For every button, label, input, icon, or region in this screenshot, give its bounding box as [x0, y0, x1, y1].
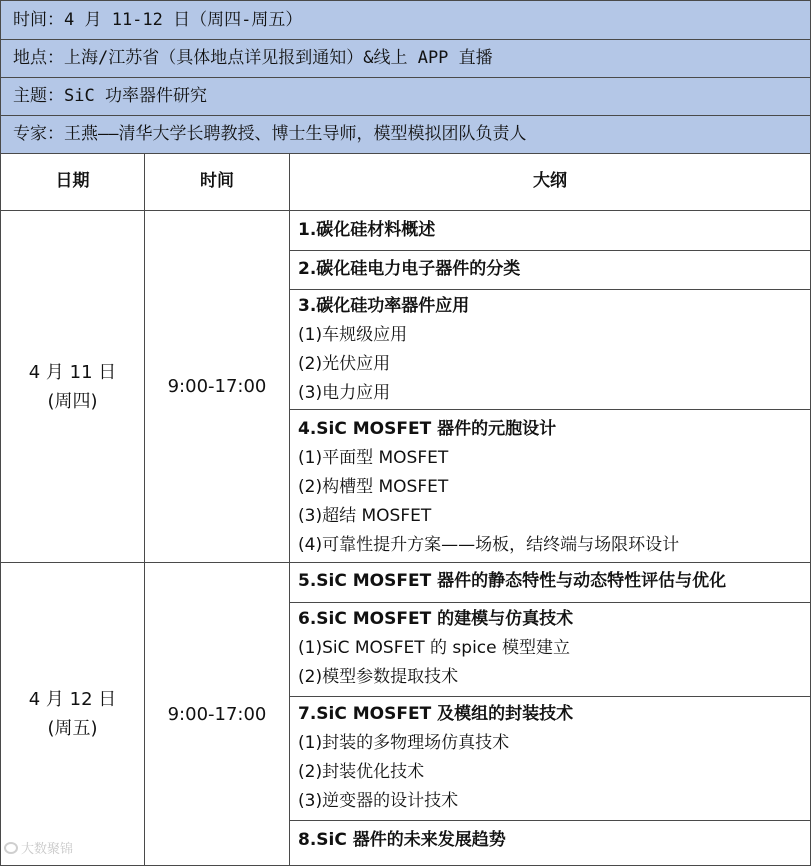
topic-3 — [298, 292, 803, 408]
topic-item: (2)模型参数提取技术 — [298, 667, 459, 687]
topic-item: (3)逆变器的设计技术 — [298, 791, 459, 811]
topic-title: 5.SiC MOSFET 器件的静态特性与动态特性评估与优化 — [298, 571, 727, 591]
day2-date-cell — [1, 563, 144, 865]
topic-item: (3)超结 MOSFET — [298, 506, 432, 526]
topic-item: (4)可靠性提升方案——场板，结终端与场限环设计 — [298, 535, 680, 555]
event-expert: 专家：王燕——清华大学长聘教授、博士生导师，模型模拟团队负责人 — [13, 124, 527, 144]
topic-item: (3)电力应用 — [298, 383, 391, 403]
topic-6 — [298, 605, 803, 692]
day1-date: 4 月 11 日 — [28, 361, 117, 383]
header-time: 时间 — [200, 171, 234, 191]
topic-8 — [298, 826, 803, 855]
topic-title: 2.碳化硅电力电子器件的分类 — [298, 259, 521, 279]
topic-divider — [289, 696, 811, 697]
topic-2 — [298, 255, 803, 284]
topic-title: 7.SiC MOSFET 及模组的封装技术 — [298, 704, 574, 724]
topic-divider — [289, 602, 811, 603]
day1-time: 9:00-17:00 — [167, 376, 267, 397]
day2-time-cell — [145, 563, 289, 865]
day2-weekday: (周五) — [47, 718, 98, 739]
header-date: 日期 — [55, 171, 90, 191]
watermark — [4, 838, 73, 857]
watermark-logo-icon — [4, 842, 18, 854]
topic-item: (1)平面型 MOSFET — [298, 448, 449, 468]
watermark-text: 大数聚锦 — [21, 842, 74, 857]
day2-time: 9:00-17:00 — [167, 703, 267, 725]
topic-divider — [289, 409, 811, 410]
topic-item: (1)SiC MOSFET 的 spice 模型建立 — [298, 638, 570, 658]
topic-1 — [298, 216, 803, 245]
event-info-panel — [0, 0, 811, 154]
day1-weekday: (周四) — [47, 390, 98, 412]
topic-item: (1)封装的多物理场仿真技术 — [298, 733, 510, 753]
header-outline: 大纲 — [533, 171, 567, 191]
topic-title: 3.碳化硅功率器件应用 — [298, 296, 470, 316]
topic-item: (2)构槽型 MOSFET — [298, 477, 449, 497]
topic-title: 1.碳化硅材料概述 — [298, 220, 436, 240]
topic-5 — [298, 567, 803, 596]
topic-title: 6.SiC MOSFET 的建模与仿真技术 — [298, 609, 574, 629]
topic-4 — [298, 415, 803, 560]
day1-date-cell — [1, 211, 144, 562]
event-location: 地点：上海/江苏省（具体地点详见报到通知）&线上 APP 直播 — [13, 48, 493, 68]
column-divider — [289, 153, 290, 866]
topic-item: (2)封装优化技术 — [298, 762, 425, 782]
topic-item: (1)车规级应用 — [298, 325, 408, 345]
topic-divider — [289, 250, 811, 251]
topic-divider — [289, 289, 811, 290]
day2-date: 4 月 12 日 — [28, 689, 117, 710]
topic-item: (2)光伏应用 — [298, 354, 391, 374]
event-topic: 主题：SiC 功率器件研究 — [13, 86, 207, 106]
topic-divider — [289, 820, 811, 821]
topic-title: 8.SiC 器件的未来发展趋势 — [298, 830, 506, 850]
topic-title: 4.SiC MOSFET 器件的元胞设计 — [298, 419, 557, 439]
event-time: 时间：4 月 11-12 日（周四-周五） — [13, 10, 303, 30]
topic-7 — [298, 700, 803, 816]
day1-time-cell — [145, 211, 289, 562]
